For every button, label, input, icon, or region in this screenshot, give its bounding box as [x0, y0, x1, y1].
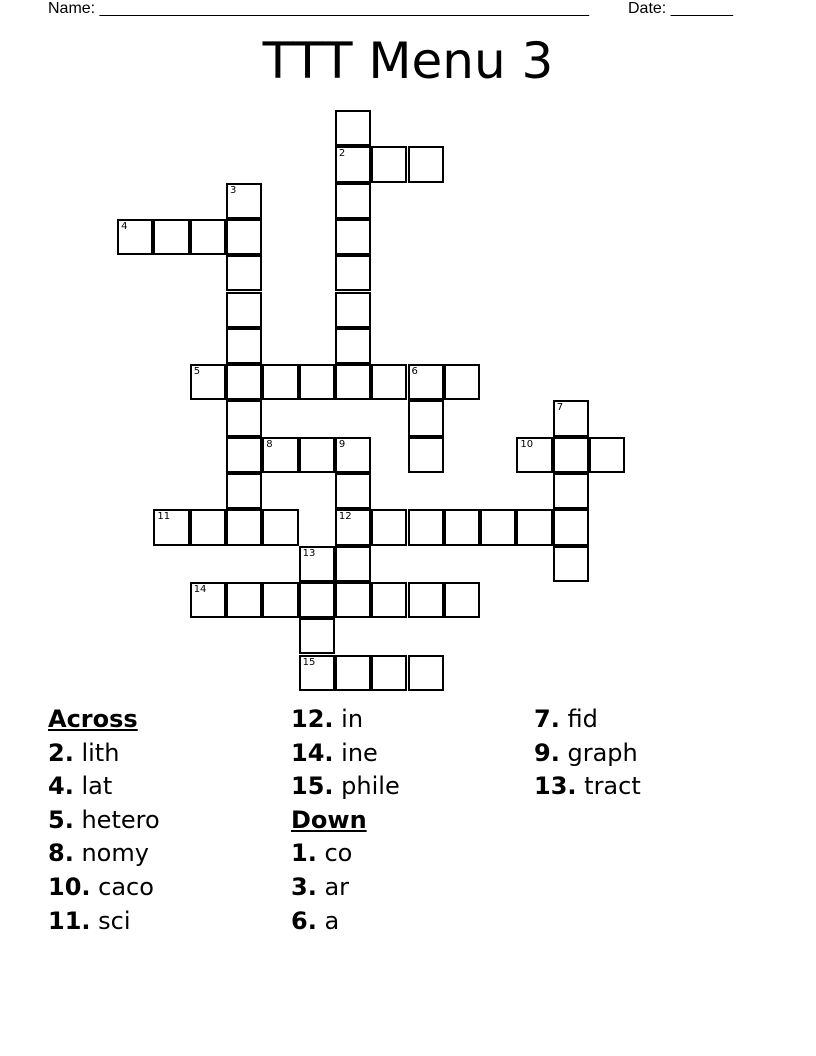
clue-column-3: [534, 703, 641, 804]
down-heading: Down: [291, 805, 367, 834]
across-clue: 5. hetero: [48, 805, 160, 834]
grid-cell[interactable]: [335, 473, 371, 509]
across-clue: 10. caco: [48, 872, 154, 901]
grid-cell[interactable]: [262, 509, 298, 545]
grid-cell[interactable]: [299, 618, 335, 654]
grid-cell[interactable]: [553, 546, 589, 582]
cell-number: 9: [338, 438, 346, 450]
clue-column-1: [48, 703, 160, 938]
grid-cell[interactable]: [408, 582, 444, 618]
name-field-label: Name: _______________________________________________________: [48, 0, 589, 17]
grid-cell[interactable]: [516, 437, 552, 473]
grid-cell[interactable]: [335, 255, 371, 291]
grid-cell[interactable]: [299, 437, 335, 473]
grid-cell[interactable]: [371, 509, 407, 545]
grid-cell[interactable]: [444, 582, 480, 618]
grid-cell[interactable]: [371, 364, 407, 400]
grid-cell[interactable]: [335, 509, 371, 545]
grid-cell[interactable]: [299, 546, 335, 582]
cell-number: 15: [302, 656, 316, 668]
grid-cell[interactable]: [226, 400, 262, 436]
grid-cell[interactable]: [299, 582, 335, 618]
cell-number: 10: [520, 438, 534, 450]
cell-number: 2: [338, 148, 346, 160]
across-heading: Across: [48, 705, 138, 733]
across-clue: 12. in: [291, 705, 364, 733]
cell-number: 13: [302, 547, 316, 559]
grid-cell[interactable]: [226, 292, 262, 328]
grid-cell[interactable]: [335, 183, 371, 219]
clue-column-2: [291, 703, 400, 938]
grid-cell[interactable]: [226, 509, 262, 545]
cell-number: 7: [556, 402, 564, 414]
grid-cell[interactable]: [299, 364, 335, 400]
grid-cell[interactable]: [335, 655, 371, 691]
grid-cell[interactable]: [408, 437, 444, 473]
grid-cell[interactable]: [226, 437, 262, 473]
cell-number: 3: [230, 184, 237, 196]
grid-cell[interactable]: [335, 437, 371, 473]
grid-cell[interactable]: [299, 655, 335, 691]
grid-cell[interactable]: [335, 582, 371, 618]
grid-cell[interactable]: [408, 655, 444, 691]
cell-number: 4: [121, 220, 128, 232]
grid-cell[interactable]: [190, 364, 226, 400]
down-clue: 13. tract: [534, 772, 641, 801]
grid-cell[interactable]: [408, 509, 444, 545]
grid-cell[interactable]: [190, 582, 226, 618]
grid-cell[interactable]: [553, 509, 589, 545]
grid-cell[interactable]: [408, 146, 444, 182]
grid-cell[interactable]: [444, 364, 480, 400]
grid-cell[interactable]: [226, 473, 262, 509]
across-clue: 15. phile: [291, 772, 400, 801]
grid-cell[interactable]: [190, 219, 226, 255]
grid-cell[interactable]: [262, 364, 298, 400]
page-title: TTT Menu 3: [262, 32, 554, 90]
grid-cell[interactable]: [335, 328, 371, 364]
grid-cell[interactable]: [226, 219, 262, 255]
grid-cell[interactable]: [226, 582, 262, 618]
grid-cell[interactable]: [153, 219, 189, 255]
grid-cell[interactable]: [335, 110, 371, 146]
grid-cell[interactable]: [408, 364, 444, 400]
cell-number: 5: [193, 366, 201, 378]
down-clue: 9. graph: [534, 738, 638, 767]
grid-cell[interactable]: [226, 364, 262, 400]
grid-cell[interactable]: [262, 582, 298, 618]
grid-cell[interactable]: [262, 437, 298, 473]
grid-cell[interactable]: [371, 146, 407, 182]
grid-cell[interactable]: [553, 437, 589, 473]
grid-cell[interactable]: [190, 509, 226, 545]
down-clue: 3. ar: [291, 872, 350, 901]
grid-cell[interactable]: [335, 219, 371, 255]
down-clue: 6. a: [291, 906, 340, 935]
across-clue: 4. lat: [48, 772, 113, 801]
grid-cell[interactable]: [480, 509, 516, 545]
date-field-label: Date: _______: [628, 0, 733, 17]
cell-number: 11: [157, 511, 171, 523]
across-clue: 11. sci: [48, 906, 131, 935]
grid-cell[interactable]: [516, 509, 552, 545]
across-clue: 14. ine: [291, 738, 378, 767]
grid-cell[interactable]: [335, 546, 371, 582]
grid-cell[interactable]: [335, 364, 371, 400]
cell-number: 8: [266, 438, 273, 450]
grid-cell[interactable]: [226, 183, 262, 219]
grid-cell[interactable]: [553, 400, 589, 436]
grid-cell[interactable]: [117, 219, 153, 255]
grid-cell[interactable]: [444, 509, 480, 545]
grid-cell[interactable]: [371, 655, 407, 691]
grid-cell[interactable]: [589, 437, 625, 473]
across-clue: 2. lith: [48, 738, 120, 767]
down-clue: 1. co: [291, 839, 353, 868]
grid-cell[interactable]: [335, 146, 371, 182]
grid-cell[interactable]: [226, 255, 262, 291]
grid-cell[interactable]: [371, 582, 407, 618]
grid-cell[interactable]: [335, 292, 371, 328]
grid-cell[interactable]: [226, 328, 262, 364]
grid-cell[interactable]: [408, 400, 444, 436]
grid-cell[interactable]: [553, 473, 589, 509]
down-clue: 7. fid: [534, 705, 598, 733]
cell-number: 12: [338, 511, 352, 523]
across-clue: 8. nomy: [48, 839, 149, 868]
grid-cell[interactable]: [153, 509, 189, 545]
cell-number: 14: [193, 583, 207, 595]
cell-number: 6: [411, 366, 418, 378]
